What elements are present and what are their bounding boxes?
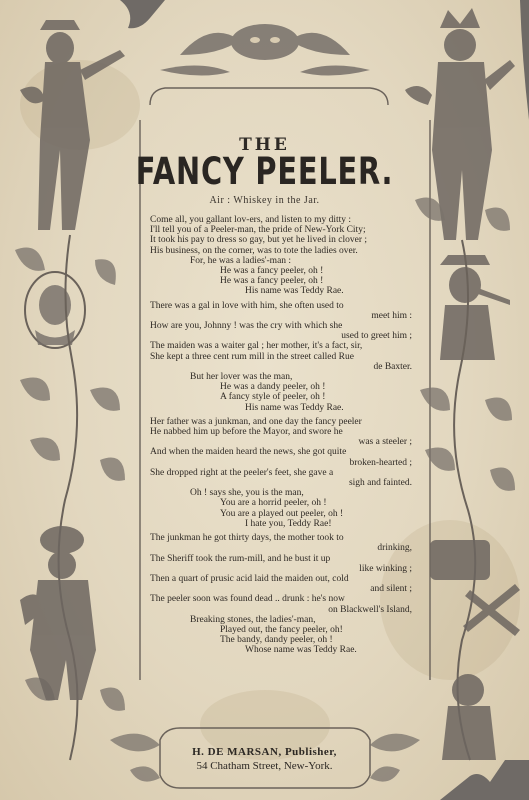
lyric-line: You are a played out peeler, oh ! xyxy=(220,508,344,519)
publisher-name: H. DE MARSAN, Publisher, xyxy=(192,746,337,758)
lyric-line: And when the maiden heard the news, she got quite xyxy=(150,447,347,458)
lyric-line: He was a fancy peeler, oh ! xyxy=(220,266,324,277)
lyric-line: was a steeler ; xyxy=(358,437,412,448)
lyric-line: I hate you, Teddy Rae! xyxy=(245,518,332,529)
song-title: FANCY PEELER. xyxy=(135,150,394,193)
lyric-line: He was a dandy peeler, oh ! xyxy=(220,382,326,393)
lyric-line: It took his pay to dress so gay, but yet he lived in clover ; xyxy=(150,235,368,246)
lyric-line: A fancy style of peeler, oh ! xyxy=(220,392,326,403)
lyric-line: Breaking stones, the ladies'-man, xyxy=(190,614,316,625)
lyric-line: For, he was a ladies'-man : xyxy=(190,255,292,266)
lyric-line: I'll tell you of a Peeler-man, the pride of New-York City; xyxy=(150,225,366,236)
lyric-line: She kept a three cent rum mill in the street called Rue xyxy=(150,351,354,362)
lyric-line: drinking, xyxy=(377,543,412,554)
top-mask-ornament xyxy=(160,24,370,76)
left-figure-laborer xyxy=(20,526,96,700)
lyric-line: The peeler soon was found dead .. drunk : he's now xyxy=(150,594,345,605)
lyric-line: His name was Teddy Rae. xyxy=(245,286,344,297)
lyric-line: Whose name was Teddy Rae. xyxy=(245,645,357,656)
lyric-line: Her father was a junkman, and one day the fancy peeler xyxy=(150,416,362,427)
torn-edge-right xyxy=(520,0,529,120)
lyric-line: His business, on the corner, was to tote the ladies over. xyxy=(150,245,358,256)
right-figure-tools xyxy=(430,540,520,760)
lyric-line: The Sheriff took the rum-mill, and he bust it up xyxy=(150,553,331,564)
lyric-line: There was a gal in love with him, she often used to xyxy=(150,300,344,311)
lyric-line: used to greet him ; xyxy=(341,331,412,342)
lyric-line: like winking ; xyxy=(359,563,412,574)
torn-corner-top xyxy=(120,0,165,28)
lyric-line: You are a horrid peeler, oh ! xyxy=(220,498,327,509)
lyric-line: He nabbed him up before the Mayor, and swore he xyxy=(150,427,343,438)
lyric-line: sigh and fainted. xyxy=(348,478,412,489)
title-the: THE xyxy=(239,135,290,155)
lyric-line: Come all, you gallant lov-ers, and listen to my ditty : xyxy=(150,215,352,225)
lyric-line: on Blackwell's Island, xyxy=(328,604,412,615)
lyric-line: broken-hearted ; xyxy=(349,457,412,468)
lyric-line: He was a fancy peeler, oh ! xyxy=(220,276,324,287)
lyric-line: Then a quart of prusic acid laid the maiden out, cold xyxy=(150,573,349,584)
song-lyrics xyxy=(150,215,412,656)
lyric-line: The junkman he got thirty days, the mother took to xyxy=(150,533,344,544)
lyric-line: Played out, the fancy peeler, oh! xyxy=(220,624,343,635)
publisher-imprint xyxy=(0,745,529,773)
lyric-line: de Baxter. xyxy=(373,361,412,372)
lyric-line: and silent ; xyxy=(370,584,412,595)
lyric-line: She dropped right at the peeler's feet, she gave a xyxy=(150,467,334,478)
lyric-line: Oh ! says she, you is the man, xyxy=(190,488,304,499)
lyric-line: How are you, Johnny ! was the cry with which she xyxy=(150,321,343,332)
lyric-line: The maiden was a waiter gal ; her mother, it's a fact, sir, xyxy=(150,341,363,352)
air-tune-line: Air : Whiskey in the Jar. xyxy=(209,195,320,206)
lyric-line: The bandy, dandy peeler, oh ! xyxy=(220,635,333,646)
lyric-line: But her lover was the man, xyxy=(190,372,293,383)
right-figure-smoker xyxy=(440,255,510,360)
lyric-line: His name was Teddy Rae. xyxy=(245,402,344,413)
lyric-line: meet him : xyxy=(371,310,412,321)
publisher-address: 54 Chatham Street, New-York. xyxy=(196,760,333,772)
